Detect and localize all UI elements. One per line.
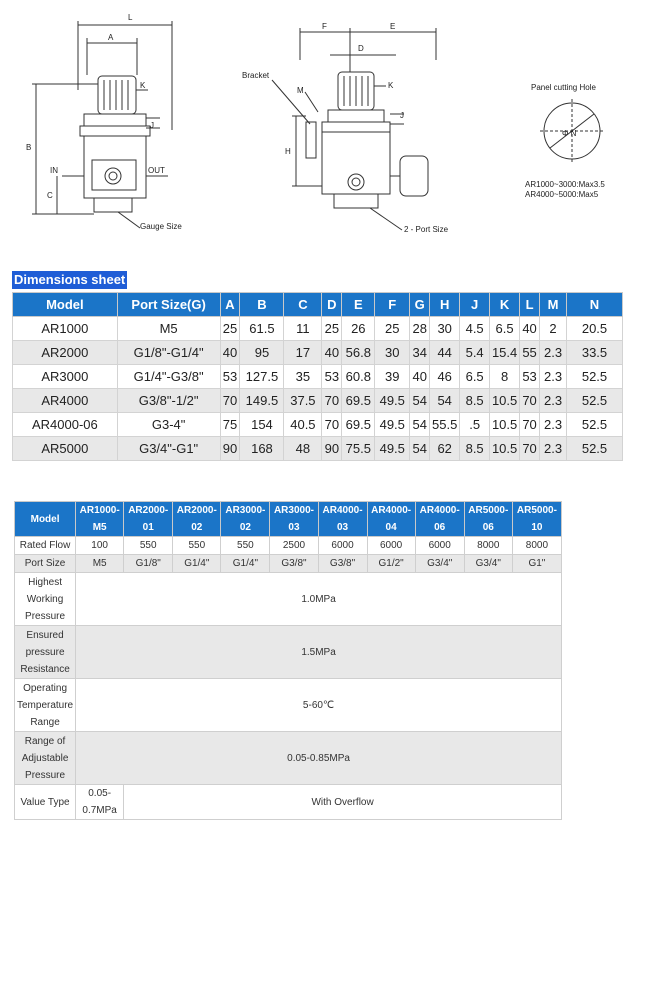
table-cell: 75.5 <box>342 437 375 461</box>
dimensions-header-cell: H <box>430 293 460 317</box>
table-cell: 49.5 <box>375 389 410 413</box>
table-cell: 11 <box>284 317 322 341</box>
table-cell: 70 <box>322 413 342 437</box>
port-size-cell: G1/8" <box>124 555 173 573</box>
table-cell: 30 <box>375 341 410 365</box>
highest-pressure-value: 1.0MPa <box>76 573 562 626</box>
temperature-label: Operating Temperature Range <box>15 679 76 732</box>
table-cell: 49.5 <box>375 413 410 437</box>
table-cell: G1/4"-G3/8" <box>117 365 220 389</box>
temperature-row <box>15 679 562 732</box>
dimensions-header-cell: E <box>342 293 375 317</box>
table-cell: 62 <box>430 437 460 461</box>
dim-label-h: H <box>285 147 291 156</box>
table-cell: 25 <box>220 317 240 341</box>
table-cell: 40.5 <box>284 413 322 437</box>
table-cell: 44 <box>430 341 460 365</box>
dimensions-header-row <box>13 293 623 317</box>
port-size-row <box>15 555 562 573</box>
table-cell: 35 <box>284 365 322 389</box>
table-row <box>13 389 623 413</box>
panel-dim-label: Φ N <box>562 129 577 138</box>
table-cell: 70 <box>520 413 540 437</box>
table-cell: 55.5 <box>430 413 460 437</box>
table-cell: 75 <box>220 413 240 437</box>
dimensions-header-cell: B <box>240 293 284 317</box>
table-cell: 54 <box>410 389 430 413</box>
table-cell: 2.3 <box>540 437 567 461</box>
dim-label-a: A <box>108 33 114 42</box>
dim-label-m: M <box>297 86 304 95</box>
table-cell: 40 <box>520 317 540 341</box>
specs-model-cell: AR4000-06 <box>415 502 464 537</box>
specs-model-cell: AR2000-02 <box>173 502 221 537</box>
table-cell: 34 <box>410 341 430 365</box>
dimensions-header-cell: M <box>540 293 567 317</box>
ensured-pressure-label: Ensured pressure Resistance <box>15 626 76 679</box>
dimensions-header-cell: L <box>520 293 540 317</box>
table-cell: 127.5 <box>240 365 284 389</box>
specs-model-cell: AR3000-02 <box>221 502 270 537</box>
port-size-cell: M5 <box>76 555 124 573</box>
valve-type-label: Value Type <box>15 785 76 820</box>
port-size-cell: G1" <box>512 555 561 573</box>
table-cell: G1/8"-G1/4" <box>117 341 220 365</box>
table-cell: 37.5 <box>284 389 322 413</box>
table-cell: 46 <box>430 365 460 389</box>
table-cell: 48 <box>284 437 322 461</box>
out-label: OUT <box>148 166 165 175</box>
specs-model-cell: AR5000-10 <box>512 502 561 537</box>
table-cell: 55 <box>520 341 540 365</box>
dim-label-j2: J <box>400 111 404 120</box>
dimensions-header-cell: Model <box>13 293 118 317</box>
highest-pressure-label: Highest Working Pressure <box>15 573 76 626</box>
table-cell: 17 <box>284 341 322 365</box>
specs-model-cell: AR1000-M5 <box>76 502 124 537</box>
port-size-cell: G3/8" <box>318 555 367 573</box>
dimensions-header-cell: J <box>460 293 490 317</box>
table-cell: 49.5 <box>375 437 410 461</box>
specs-model-cell: AR2000-01 <box>124 502 173 537</box>
table-cell: 95 <box>240 341 284 365</box>
table-cell: 15.4 <box>490 341 520 365</box>
table-cell: 40 <box>220 341 240 365</box>
rated-flow-cell: 6000 <box>415 537 464 555</box>
table-cell: AR2000 <box>13 341 118 365</box>
table-cell: 5.4 <box>460 341 490 365</box>
specs-model-cell: AR3000-03 <box>270 502 318 537</box>
table-cell: 39 <box>375 365 410 389</box>
specifications-table <box>14 501 562 820</box>
table-cell: 8.5 <box>460 437 490 461</box>
table-cell: 69.5 <box>342 389 375 413</box>
table-cell: 10.5 <box>490 437 520 461</box>
table-cell: 70 <box>322 389 342 413</box>
table-row <box>13 413 623 437</box>
port-size-cell: G1/4" <box>221 555 270 573</box>
bracket-label: Bracket <box>242 71 270 80</box>
dim-label-j: J <box>150 121 154 130</box>
table-cell: 2.3 <box>540 413 567 437</box>
table-cell: AR5000 <box>13 437 118 461</box>
table-cell: 53 <box>220 365 240 389</box>
dimensions-header-cell: F <box>375 293 410 317</box>
table-cell: 2.3 <box>540 341 567 365</box>
port-size-cell: G3/4" <box>464 555 512 573</box>
table-cell: 53 <box>520 365 540 389</box>
dimensions-table <box>12 292 623 461</box>
dim-label-d: D <box>358 44 364 53</box>
table-cell: 2 <box>540 317 567 341</box>
specs-model-cell: AR4000-03 <box>318 502 367 537</box>
table-cell: AR3000 <box>13 365 118 389</box>
dimensions-header-cell: G <box>410 293 430 317</box>
table-cell: 70 <box>220 389 240 413</box>
table-cell: 54 <box>430 389 460 413</box>
table-cell: 6.5 <box>460 365 490 389</box>
table-cell: 8.5 <box>460 389 490 413</box>
rated-flow-cell: 100 <box>76 537 124 555</box>
port-size-cell: G3/4" <box>415 555 464 573</box>
table-cell: 2.3 <box>540 365 567 389</box>
specs-header-row <box>15 502 562 537</box>
table-row <box>13 365 623 389</box>
table-cell: G3/4"-G1" <box>117 437 220 461</box>
port-size-cell: G1/4" <box>173 555 221 573</box>
table-cell: 28 <box>410 317 430 341</box>
table-cell: 70 <box>520 437 540 461</box>
table-cell: 25 <box>322 317 342 341</box>
table-cell: 52.5 <box>567 365 623 389</box>
specs-model-cell: AR4000-04 <box>367 502 415 537</box>
table-cell: 54 <box>410 437 430 461</box>
rated-flow-cell: 550 <box>221 537 270 555</box>
table-cell: 53 <box>322 365 342 389</box>
port-size-label-cell: Port Size <box>15 555 76 573</box>
dim-label-l: L <box>128 13 133 22</box>
dim-label-e: E <box>390 22 396 31</box>
table-cell: 8 <box>490 365 520 389</box>
table-cell: 2.3 <box>540 389 567 413</box>
adjustable-pressure-row <box>15 732 562 785</box>
table-cell: 61.5 <box>240 317 284 341</box>
panel-note-1: AR1000~3000:Max3.5 <box>525 180 605 189</box>
highest-pressure-row <box>15 573 562 626</box>
table-cell: 20.5 <box>567 317 623 341</box>
rated-flow-cell: 8000 <box>464 537 512 555</box>
dim-label-k: K <box>140 81 146 90</box>
ensured-pressure-value: 1.5MPa <box>76 626 562 679</box>
dimensions-title: Dimensions sheet <box>14 272 126 287</box>
table-cell: 60.8 <box>342 365 375 389</box>
table-cell: 52.5 <box>567 437 623 461</box>
rated-flow-cell: 550 <box>173 537 221 555</box>
dimensions-header-cell: Port Size(G) <box>117 293 220 317</box>
table-cell: 40 <box>410 365 430 389</box>
table-row <box>13 437 623 461</box>
table-cell: G3/8"-1/2" <box>117 389 220 413</box>
port-size-cell: G3/8" <box>270 555 318 573</box>
table-cell: 10.5 <box>490 413 520 437</box>
table-cell: 54 <box>410 413 430 437</box>
specs-model-cell: AR5000-06 <box>464 502 512 537</box>
table-cell: 6.5 <box>490 317 520 341</box>
table-cell: 4.5 <box>460 317 490 341</box>
valve-type-rest: With Overflow <box>124 785 562 820</box>
table-row <box>13 317 623 341</box>
specs-model-header: Model <box>15 502 76 537</box>
dimensions-header-cell: A <box>220 293 240 317</box>
table-cell: .5 <box>460 413 490 437</box>
table-cell: G3-4" <box>117 413 220 437</box>
table-cell: 40 <box>322 341 342 365</box>
gauge-size-label: Gauge Size <box>140 222 182 231</box>
rated-flow-label: Rated Flow <box>15 537 76 555</box>
table-cell: 52.5 <box>567 413 623 437</box>
port-size-cell: G1/2" <box>367 555 415 573</box>
adjustable-pressure-label: Range of Adjustable Pressure <box>15 732 76 785</box>
port-size-label: 2 - Port Size <box>404 225 449 234</box>
table-cell: 52.5 <box>567 389 623 413</box>
temperature-value: 5-60℃ <box>76 679 562 732</box>
dim-label-b: B <box>26 143 32 152</box>
rated-flow-cell: 550 <box>124 537 173 555</box>
table-cell: 168 <box>240 437 284 461</box>
table-cell: AR4000 <box>13 389 118 413</box>
panel-note-2: AR4000~5000:Max5 <box>525 190 599 199</box>
table-cell: AR4000-06 <box>13 413 118 437</box>
table-cell: 69.5 <box>342 413 375 437</box>
table-cell: 90 <box>322 437 342 461</box>
table-cell: 149.5 <box>240 389 284 413</box>
table-cell: 154 <box>240 413 284 437</box>
table-row <box>13 341 623 365</box>
rated-flow-cell: 8000 <box>512 537 561 555</box>
valve-type-row <box>15 785 562 820</box>
dimensions-header-cell: C <box>284 293 322 317</box>
dim-label-k2: K <box>388 81 394 90</box>
table-cell: 70 <box>520 389 540 413</box>
rated-flow-cell: 6000 <box>367 537 415 555</box>
table-cell: 26 <box>342 317 375 341</box>
technical-drawing <box>0 0 650 262</box>
valve-type-first: 0.05-0.7MPa <box>76 785 124 820</box>
table-cell: 56.8 <box>342 341 375 365</box>
adjustable-pressure-value: 0.05-0.85MPa <box>76 732 562 785</box>
rated-flow-cell: 6000 <box>318 537 367 555</box>
dim-label-f: F <box>322 22 327 31</box>
dim-label-c: C <box>47 191 53 200</box>
table-cell: 33.5 <box>567 341 623 365</box>
in-label: IN <box>50 166 58 175</box>
rated-flow-row <box>15 537 562 555</box>
table-cell: 10.5 <box>490 389 520 413</box>
dimensions-header-cell: K <box>490 293 520 317</box>
table-cell: M5 <box>117 317 220 341</box>
table-cell: 25 <box>375 317 410 341</box>
table-cell: 30 <box>430 317 460 341</box>
dimensions-header-cell: N <box>567 293 623 317</box>
rated-flow-cell: 2500 <box>270 537 318 555</box>
table-cell: AR1000 <box>13 317 118 341</box>
dimensions-header-cell: D <box>322 293 342 317</box>
ensured-pressure-row <box>15 626 562 679</box>
panel-title: Panel cutting Hole <box>531 83 596 92</box>
table-cell: 90 <box>220 437 240 461</box>
